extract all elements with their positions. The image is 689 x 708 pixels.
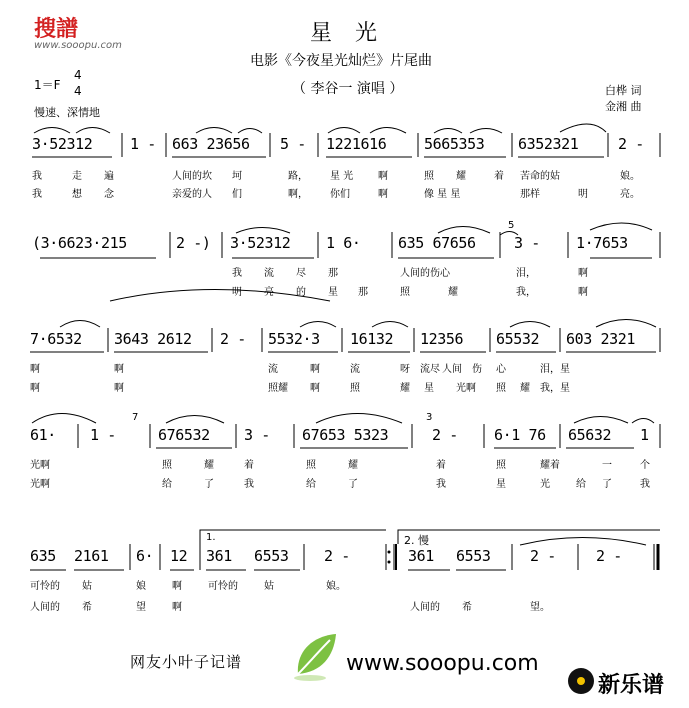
lyric: 我 (640, 479, 650, 490)
lyric: 我， (516, 287, 536, 298)
lyric: 耀 (456, 171, 466, 182)
lyric: 啊 (310, 383, 320, 394)
note-group: 2 - (220, 330, 246, 348)
lyric: 人间 (442, 364, 462, 375)
composer: 金湘 曲 (605, 100, 642, 113)
lyric: 你们 (330, 189, 350, 200)
note-group: 361 (408, 547, 434, 565)
lyric: 我 (32, 171, 42, 182)
lyric: 啊 (578, 287, 588, 298)
song-title: 星 光 (310, 21, 385, 46)
lyric: 流 (268, 364, 278, 375)
lyric: 希 (82, 602, 92, 613)
note-group: 635 (30, 547, 56, 565)
lyric: 望 (136, 602, 146, 613)
lyric: 照 (306, 460, 316, 471)
lyric: 望。 (530, 602, 550, 613)
note-group: 5532·3 (268, 330, 320, 348)
lyric: 照耀 (268, 383, 288, 394)
note-group: 6· (136, 547, 154, 565)
lyric: 一 (602, 460, 612, 471)
lyric: 苦命的姑 (520, 171, 560, 182)
note-group: 12 (170, 547, 188, 565)
grace-note: 5 (508, 220, 515, 231)
note-group: 635 67656 (398, 234, 476, 252)
logo-url[interactable]: www.sooopu.com (34, 40, 122, 51)
lyric: 娘。 (620, 171, 640, 182)
lyric: 我 (232, 268, 242, 279)
note-group: 6553 (456, 547, 491, 565)
leaf-logo-icon (290, 630, 342, 684)
lyric: 人间的伤心 (400, 268, 450, 279)
note-group: 1221616 (326, 135, 387, 153)
lyric: 照 (400, 287, 410, 298)
lyric: 光啊 (30, 460, 50, 471)
note-group: 61· (30, 426, 56, 444)
note-group: 5665353 (424, 135, 485, 153)
transcriber-credit: 网友小叶子记谱 (130, 653, 243, 671)
note-group: 5 - (280, 135, 306, 153)
lyric: 星 (424, 383, 434, 394)
lyric: 可怜的 (30, 581, 60, 592)
note-group: 676532 (158, 426, 210, 444)
lyric: 啊 (172, 602, 182, 613)
lyric: 耀 (448, 287, 458, 298)
note-group: 2 -) (176, 234, 211, 252)
lyric: 照 (496, 460, 506, 471)
note-group: 6·1 76 (494, 426, 546, 444)
note-group: 1 (640, 426, 649, 444)
time-sig-top: 4 (74, 68, 82, 82)
note-group: 3·52312 (32, 135, 93, 153)
note-group: 3 - (514, 234, 540, 252)
lyric: 流尽 (420, 364, 440, 375)
lyric: 流 (350, 364, 360, 375)
note-group: 12356 (420, 330, 464, 348)
note-group: (3·6623·215 (32, 234, 127, 252)
lyric: 念 (104, 189, 114, 200)
lyric: 光啊 (30, 479, 50, 490)
note-group: 65532 (496, 330, 540, 348)
lyric: 的 (296, 287, 306, 298)
lyric: 人间的坎 (172, 171, 212, 182)
lyric: 啊 (310, 364, 320, 375)
vinyl-record-icon (568, 668, 594, 694)
lyric: 娘 (136, 581, 146, 592)
lyric: 了 (348, 479, 358, 490)
lyric: 走 (72, 171, 82, 182)
lyric: 我 (32, 189, 42, 200)
lyric: 流 (264, 268, 274, 279)
lyric: 姑 (264, 581, 274, 592)
lyric: 星 (496, 479, 506, 490)
note-group: 16132 (350, 330, 394, 348)
lyric: 啊 (378, 189, 388, 200)
lyric: 啊 (378, 171, 388, 182)
lyric: 星 (328, 287, 338, 298)
note-group: 1 6· (326, 234, 361, 252)
note-group: 2 - (530, 547, 556, 565)
lyric: 光 (540, 479, 550, 490)
lyric: 想 (72, 189, 82, 200)
logo-text: 搜譜 (34, 16, 79, 42)
lyric: 给 (306, 479, 316, 490)
lyric: 耀着 (540, 460, 560, 471)
lyric: 耀 (348, 460, 358, 471)
lyric: 泪， (516, 268, 536, 279)
lyric: 给 (162, 479, 172, 490)
lyric: 个 (640, 460, 650, 471)
lyric: 可怜的 (208, 581, 238, 592)
lyric: 着 (494, 171, 504, 182)
note-group: 2 - (432, 426, 458, 444)
lyric: 照 (162, 460, 172, 471)
lyric: 人间的 (30, 602, 60, 613)
lyric: 啊 (172, 581, 182, 592)
note-group: 6352321 (518, 135, 579, 153)
lyric: 啊 (114, 383, 124, 394)
volta-1-label: 1. (206, 532, 216, 543)
note-group: 361 (206, 547, 232, 565)
lyric: 娘。 (326, 581, 346, 592)
note-group: 663 23656 (172, 135, 250, 153)
lyric: 路， (288, 171, 308, 182)
lyric: 照 (496, 383, 506, 394)
lyric: 人间的 (410, 602, 440, 613)
lyric: 光啊 (456, 383, 476, 394)
volta-2-label: 2. 慢 (404, 534, 429, 547)
note-group: 3 - (244, 426, 270, 444)
note-group: 1·7653 (576, 234, 628, 252)
lyric: 那 (358, 287, 368, 298)
tempo-marking: 慢速、深情地 (34, 106, 100, 119)
lyric: 呀 (400, 364, 410, 375)
time-sig-bottom: 4 (74, 84, 82, 98)
lyric: 像 星 星 (424, 189, 461, 200)
note-group: 3643 2612 (114, 330, 192, 348)
lyric: 给 (576, 479, 586, 490)
lyric: 耀 (520, 383, 530, 394)
lyric: 希 (462, 602, 472, 613)
grace-note: 7 (132, 412, 139, 423)
lyric: 遍 (104, 171, 114, 182)
note-group: 6553 (254, 547, 289, 565)
lyric: 我，星 (540, 383, 570, 394)
lyric: 耀 (400, 383, 410, 394)
lyric: 着 (244, 460, 254, 471)
note-group: 3·52312 (230, 234, 291, 252)
lyric: 了 (602, 479, 612, 490)
lyric: 啊 (30, 364, 40, 375)
lyric: 伤 (472, 364, 482, 375)
brand-name[interactable]: 新乐谱 (598, 673, 665, 698)
lyric: 们 (232, 189, 242, 200)
lyric: 我 (436, 479, 446, 490)
note-group: 67653 5323 (302, 426, 389, 444)
note-group: 1 - (90, 426, 116, 444)
lyric: 明 (578, 189, 588, 200)
footer-url[interactable]: www.sooopu.com (346, 651, 539, 676)
lyric: 亮 (264, 287, 274, 298)
lyric: 照 (350, 383, 360, 394)
note-group: 2 - (618, 135, 644, 153)
key-signature: 1＝F (34, 78, 61, 92)
note-group: 2 - (596, 547, 622, 565)
lyric: 泪，星 (540, 364, 570, 375)
lyric: 啊， (288, 189, 308, 200)
lyric: 心 (496, 364, 506, 375)
lyric: 姑 (82, 581, 92, 592)
lyric: 啊 (30, 383, 40, 394)
lyric: 坷 (232, 171, 242, 182)
lyric: 明 (232, 287, 242, 298)
note-group: 2 - (324, 547, 350, 565)
lyric: 了 (204, 479, 214, 490)
grace-note: 3 (426, 412, 433, 423)
lyric: 亮。 (620, 189, 640, 200)
lyric: 照 (424, 171, 434, 182)
lyric: 亲爱的人 (172, 189, 212, 200)
lyric: 啊 (114, 364, 124, 375)
note-group: 603 2321 (566, 330, 636, 348)
lyric: 那 (328, 268, 338, 279)
lyricist: 白桦 词 (605, 84, 642, 97)
lyric: 尽 (296, 268, 306, 279)
note-group: 1 - (130, 135, 156, 153)
lyric: 那样 (520, 189, 540, 200)
performer: （ 李谷一 演唱 ） (292, 81, 404, 97)
note-group: 2161 (74, 547, 109, 565)
lyric: 啊 (578, 268, 588, 279)
note-group: 65632 (568, 426, 612, 444)
lyric: 星 光 (330, 171, 354, 182)
song-subtitle: 电影《今夜星光灿烂》片尾曲 (250, 53, 432, 69)
note-group: 7·6532 (30, 330, 82, 348)
lyric: 我 (244, 479, 254, 490)
lyric: 着 (436, 460, 446, 471)
lyric: 耀 (204, 460, 214, 471)
